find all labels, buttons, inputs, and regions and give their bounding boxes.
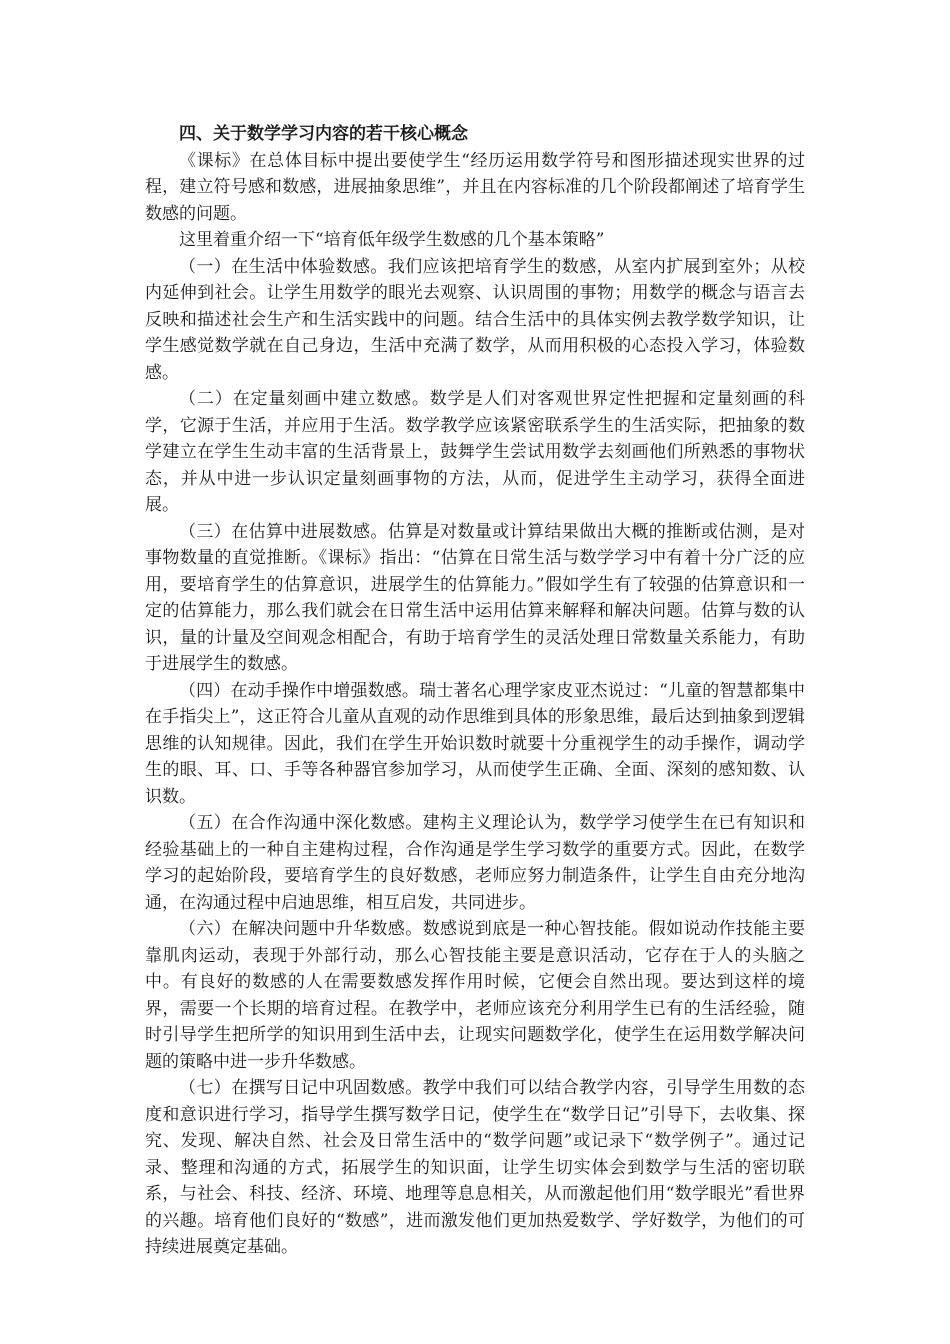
paragraph-strategy-5: （五）在合作沟通中深化数感。建构主义理论认为，数学学习使学生在已有知识和经验基础上的一种自主建构过程，合作沟通是学生学习数学的重要方式。因此，在数学学习的起始阶段，要培育学生的良好数感，老师应努力制造条件，让学生自由充分地沟通，在沟通过程中启迪思维，相互启发，共同进步。 (145, 813, 805, 913)
paragraph-intro: 《课标》在总体目标中提出要使学生“经历运用数学符号和图形描述现实世界的过程，建立符号感和数感，进展抽象思维”，并且在内容标准的几个阶段都阐述了培育学生数感的问题。 (145, 150, 805, 224)
paragraph-strategy-7: （七）在撰写日记中巩固数感。教学中我们可以结合教学内容，引导学生用数的态度和意识进行学习，指导学生撰写数学日记，使学生在“数学日记”引导下，去收集、探究、发现、解决自然、社会及日常生活中的“数学问题”或记录下“数学例子”。通过记录、整理和沟通的方式，拓展学生的知识面，让学生切实体会到数学与生活的密切联系，与社会、科技、经济、环境、地理等息息相关，从而激起他们用“数学眼光”看世界的兴趣。培育他们良好的“数感”，进而激发他们更加热爱数学、学好数学，为他们的可持续进展奠定基础。 (145, 1078, 805, 1257)
paragraph-strategies-intro: 这里着重介绍一下“培育低年级学生数感的几个基本策略” (179, 230, 605, 250)
document-body (145, 121, 805, 1261)
paragraph-strategy-6: （六）在解决问题中升华数感。数感说到底是一种心智技能。假如说动作技能主要靠肌肉运动，表现于外部行动，那么心智技能主要是意识活动，它存在于人的头脑之中。有良好的数感的人在需要数感发挥作用时候，它便会自然出现。要达到这样的境界，需要一个长期的培育过程。在教学中，老师应该充分利用学生已有的生活经验，随时引导学生把所学的知识用到生活中去，让现实问题数学化，使学生在运用数学解决问题的策略中进一步升华数感。 (145, 919, 805, 1072)
paragraph-strategy-4: （四）在动手操作中增强数感。瑞士著名心理学家皮亚杰说过：“儿童的智慧都集中在手指尖上”，这正符合儿童从直观的动作思维到具体的形象思维，最后达到抽象到逻辑思维的认知规律。因此，我们在学生开始识数时就要十分重视学生的动手操作，调动学生的眼、耳、口、手等各种器官参加学习，从而使学生正确、全面、深刻的感知数、认识数。 (145, 680, 805, 807)
paragraph-strategy-1: （一）在生活中体验数感。我们应该把培育学生的数感，从室内扩展到室外；从校内延伸到社会。让学生用数学的眼光去观察、认识周围的事物；用数学的概念与语言去反映和描述社会生产和生活实践中的问题。结合生活中的具体实例去教学数学知识，让学生感觉数学就在自己身边，生活中充满了数学，从而用积极的心态投入学习，体验数感。 (145, 256, 805, 383)
paragraph-strategy-2: （二）在定量刻画中建立数感。数学是人们对客观世界定性把握和定量刻画的科学，它源于生活，并应用于生活。数学教学应该紧密联系学生的生活实际，把抽象的数学建立在学生生动丰富的生活背景上，鼓舞学生尝试用数学去刻画他们所熟悉的事物状态，并从中进一步认识定量刻画事物的方法，从而，促进学生主动学习，获得全面进展。 (145, 389, 805, 515)
paragraph-strategy-3: （三）在估算中进展数感。估算是对数量或计算结果做出大概的推断或估测，是对事物数量的直觉推断。《课标》指出：“估算在日常生活与数学学习中有着十分广泛的应用，要培育学生的估算意识，进展学生的估算能力。”假如学生有了较强的估算意识和一定的估算能力，那么我们就会在日常生活中运用估算来解释和解决问题。估算与数的认识，量的计量及空间观念相配合，有助于培育学生的灵活处理日常数量关系能力，有助于进展学生的数感。 (145, 521, 805, 674)
section-heading: 四、关于数学学习内容的若干核心概念 (179, 124, 468, 144)
